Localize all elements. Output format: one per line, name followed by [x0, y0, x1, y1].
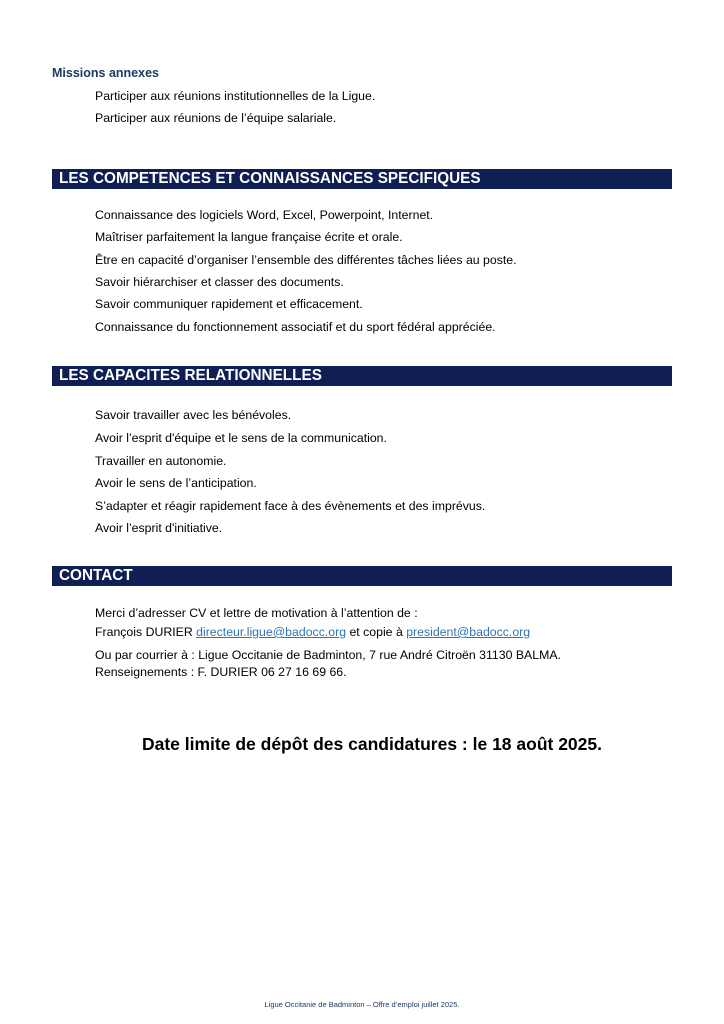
- contact-recipient-line: [95, 625, 530, 639]
- competences-item: Connaissance du fonctionnement associatif et du sport fédéral appréciée.: [95, 320, 496, 334]
- competences-item: Savoir hiérarchiser et classer des documents.: [95, 275, 344, 289]
- contact-name: François DURIER: [95, 625, 193, 639]
- capacites-section-header: LES CAPACITES RELATIONNELLES: [52, 366, 672, 386]
- director-email-link[interactable]: directeur.ligue@badocc.org: [196, 625, 347, 639]
- competences-item: Connaissance des logiciels Word, Excel, Powerpoint, Internet.: [95, 208, 434, 222]
- capacites-item: Savoir travailler avec les bénévoles.: [95, 408, 292, 422]
- capacites-item: Travailler en autonomie.: [95, 454, 227, 468]
- capacites-item: Avoir le sens de l’anticipation.: [95, 476, 257, 490]
- capacites-item: Avoir l’esprit d'équipe et le sens de la communication.: [95, 431, 387, 445]
- contact-intro: Merci d’adresser CV et lettre de motivation à l’attention de :: [95, 606, 418, 620]
- capacites-item: S’adapter et réagir rapidement face à des évènements et des imprévus.: [95, 499, 486, 513]
- competences-item: Savoir communiquer rapidement et efficacement.: [95, 297, 363, 311]
- missions-annexes-item: Participer aux réunions de l’équipe salariale.: [95, 111, 337, 125]
- competences-section-header: LES COMPETENCES ET CONNAISSANCES SPECIFIQUES: [52, 169, 672, 189]
- copy-text: et copie à: [349, 625, 403, 639]
- competences-item: Maîtriser parfaitement la langue française écrite et orale.: [95, 230, 403, 244]
- contact-renseignements: Renseignements : F. DURIER 06 27 16 69 66.: [95, 665, 347, 679]
- application-deadline: Date limite de dépôt des candidatures : le 18 août 2025.: [141, 734, 602, 754]
- missions-annexes-heading: Missions annexes: [52, 66, 159, 80]
- page-footer: Ligue Occitanie de Badminton – Offre d’emploi juillet 2025.: [264, 1000, 460, 1009]
- president-email-link[interactable]: president@badocc.org: [406, 625, 531, 639]
- capacites-item: Avoir l’esprit d'initiative.: [95, 521, 223, 535]
- competences-item: Être en capacité d’organiser l’ensemble des différentes tâches liées au poste.: [95, 253, 517, 267]
- missions-annexes-item: Participer aux réunions institutionnelles de la Ligue.: [95, 89, 376, 103]
- contact-courrier: Ou par courrier à : Ligue Occitanie de Badminton, 7 rue André Citroën 31130 BALMA.: [95, 648, 561, 662]
- contact-section-header: CONTACT: [52, 566, 672, 586]
